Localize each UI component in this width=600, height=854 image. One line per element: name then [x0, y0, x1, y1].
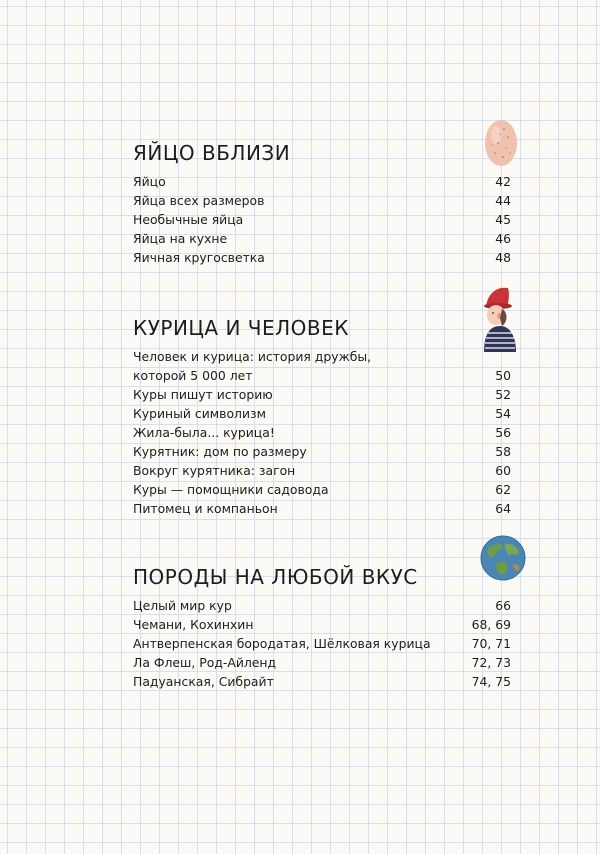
entry-page: 68, 69	[471, 617, 511, 632]
toc-entry[interactable]	[133, 210, 511, 229]
entry-page: 66	[495, 598, 511, 613]
section-title: КУРИЦА И ЧЕЛОВЕК	[133, 316, 349, 340]
gnome-person-icon	[478, 282, 522, 354]
entry-label: Чемани, Кохинхин	[133, 617, 254, 632]
entry-page: 70, 71	[471, 636, 511, 651]
entry-page: 46	[495, 231, 511, 246]
toc-entry[interactable]	[133, 423, 511, 442]
entry-label: Куриный символизм	[133, 406, 266, 421]
entry-label: Куры пишут историю	[133, 387, 273, 402]
entry-label: Куры — помощники садовода	[133, 482, 329, 497]
entry-page: 48	[495, 250, 511, 265]
section-chicken-and-human	[133, 315, 511, 518]
toc-entry[interactable]	[133, 442, 511, 461]
entry-label-line: которой 5 000 лет	[133, 368, 253, 383]
toc-entry[interactable]	[133, 653, 511, 672]
entry-page: 52	[495, 387, 511, 402]
entry-label: Падуанская, Сибрайт	[133, 674, 274, 689]
entry-page: 42	[495, 174, 511, 189]
entry-label: Курятник: дом по размеру	[133, 444, 307, 459]
entry-label: Целый мир кур	[133, 598, 232, 613]
entry-page: 74, 75	[471, 674, 511, 689]
entry-label: Ла Флеш, Род-Айленд	[133, 655, 277, 670]
entry-label: Яйца всех размеров	[133, 193, 265, 208]
entry-page: 60	[495, 463, 511, 478]
toc-entry[interactable]	[133, 248, 511, 267]
entry-page: 64	[495, 501, 511, 516]
toc-entry[interactable]	[133, 672, 511, 691]
entry-label: Яйца на кухне	[133, 231, 228, 246]
entry-label: Жила-была... курица!	[133, 425, 275, 440]
toc-entry[interactable]	[133, 499, 511, 518]
globe-icon	[479, 534, 527, 582]
entry-label: Вокруг курятника: загон	[133, 463, 296, 478]
toc-entry[interactable]	[133, 385, 511, 404]
entry-page: 50	[495, 368, 511, 383]
toc-entry[interactable]	[133, 480, 511, 499]
entry-label: Необычные яйца	[133, 212, 244, 227]
toc-entry[interactable]	[133, 634, 511, 653]
toc-entry[interactable]	[133, 596, 511, 615]
section-title: ЯЙЦО ВБЛИЗИ	[133, 141, 291, 165]
entry-page: 58	[495, 444, 511, 459]
toc-entry[interactable]	[133, 615, 511, 634]
toc-entry[interactable]	[133, 172, 511, 191]
entry-label-line: Человек и курица: история дружбы,	[133, 349, 372, 364]
entry-label	[133, 347, 487, 385]
entry-page: 44	[495, 193, 511, 208]
entry-label: Яйцо	[133, 174, 166, 189]
entry-page: 62	[495, 482, 511, 497]
toc-entry[interactable]	[133, 347, 511, 385]
toc-entry[interactable]	[133, 461, 511, 480]
section-egg	[133, 140, 511, 267]
entry-label: Антверпенская бородатая, Шёлковая курица	[133, 636, 431, 651]
entry-label: Яичная кругосветка	[133, 250, 265, 265]
entry-page: 54	[495, 406, 511, 421]
speckled-egg-icon	[482, 115, 520, 169]
toc-entry[interactable]	[133, 404, 511, 423]
toc-entry[interactable]	[133, 191, 511, 210]
section-breeds	[133, 564, 511, 691]
entry-page: 45	[495, 212, 511, 227]
toc-entry[interactable]	[133, 229, 511, 248]
entry-label: Питомец и компаньон	[133, 501, 278, 516]
entry-page: 56	[495, 425, 511, 440]
section-title: ПОРОДЫ НА ЛЮБОЙ ВКУС	[133, 565, 418, 589]
entry-page: 72, 73	[471, 655, 511, 670]
